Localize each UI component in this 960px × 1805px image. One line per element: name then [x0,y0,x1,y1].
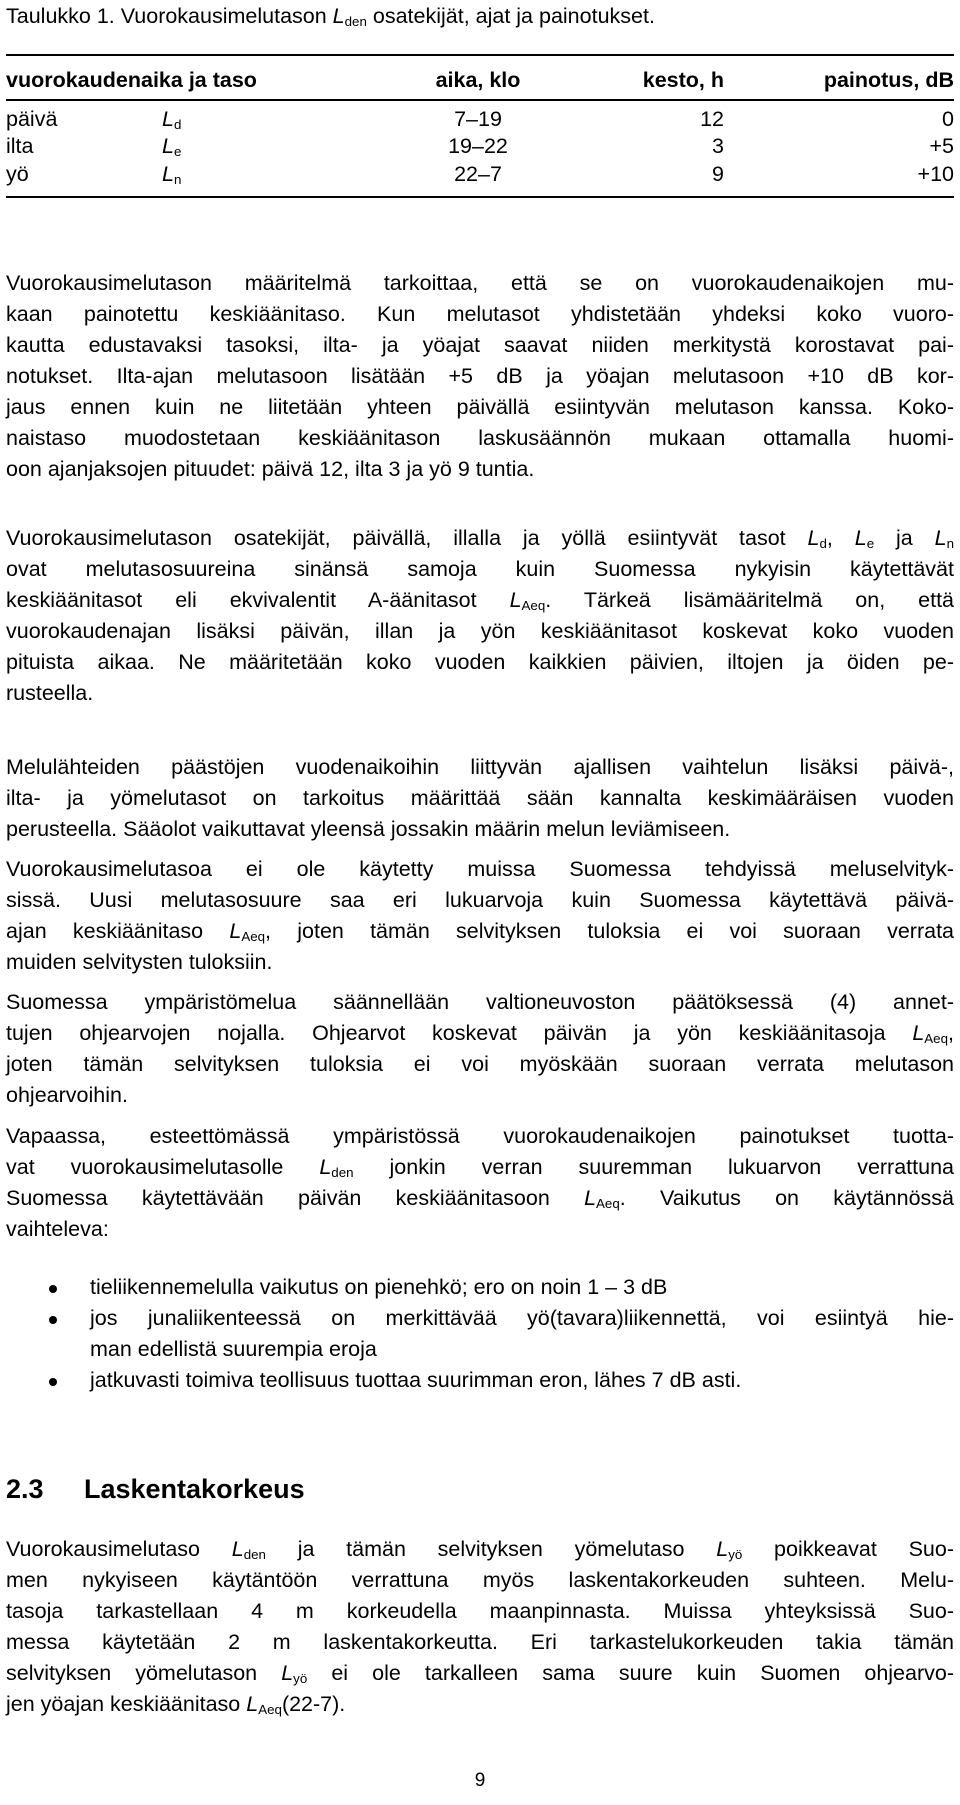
text-line: Vuorokausimelutasoa ei ole käytetty muissa Suomessa tehdyissä meluselvityk- [6,857,954,881]
text-line: Vuorokausimelutason osatekijät, päivällä, illalla ja yöllä esiintyvät tasot $L_d$, $L_e$ ja $L_n$ [6,526,955,551]
text-line: Vapaassa, esteettömässä ympäristössä vuorokaudenaikojen painotukset tuotta- [6,1124,954,1148]
text-line: perusteella. Sääolot vaikuttavat yleensä jossakin määrin melun leviämiseen. [6,817,731,841]
paragraph-seasonal [6,752,954,845]
header-time: aika, klo [435,68,521,92]
cell-time: 7–19 [454,107,502,131]
list-item [6,1272,954,1303]
page-number: 9 [474,1770,486,1791]
list-item-text: man edellistä suurempia eroja [90,1337,377,1361]
text-line: sissä. Uusi melutasosuure saa eri lukuarvoja kuin Suomessa käytettävä päivä- [6,888,954,912]
cell-weight: +10 [917,162,954,186]
table-top-rule [6,54,954,56]
text-line: ohjearvoihin. [6,1083,128,1107]
text-line: messa käytetään 2 m laskentakorkeutta. Eri tarkastelukorkeuden takia tämän [6,1630,954,1654]
paragraph-components [6,523,954,709]
bullet-icon [49,1285,57,1293]
text-line: naistaso muodostetaan keskiäänitason laskusäännön mukaan ottamalla huomi- [6,426,954,450]
cell-time: 19–22 [448,134,508,158]
text-line: notukset. Ilta-ajan melutasoon lisätään +5 dB ja yöajan melutasoon +10 dB kor- [6,364,954,388]
section-title: Laskentakorkeus [84,1474,305,1504]
table-header-rule [6,99,954,101]
text-line: Vuorokausimelutason määritelmä tarkoittaa, että se on vuorokaudenaikojen mu- [6,271,954,295]
text-line: oon ajanjaksojen pituudet: päivä 12, ilta 3 ja yö 9 tuntia. [6,457,535,481]
caption-text: Taulukko 1. Vuorokausimelutason [6,4,333,28]
text-line: tujen ohjearvojen nojalla. Ohjearvot koskevat päivän ja yön keskiäänitasoja $L_{Aeq}$, [6,1021,954,1046]
paragraph-weighting-effect [6,1121,954,1245]
bullet-icon [49,1316,57,1324]
header-weight: painotus, dB [823,68,954,92]
cell-duration: 3 [712,134,724,158]
caption-text-end: osatekijät, ajat ja painotukset. [366,4,655,28]
cell-level: $L_d$ [162,107,182,132]
text-line: Melulähteiden päästöjen vuodenaikoihin liittyvän ajallisen vaihtelun lisäksi päivä-, [6,755,954,779]
text-line: jen yöajan keskiäänitaso $L_{Aeq}(22-7)$. [6,1692,346,1717]
text-line: rusteella. [6,681,94,705]
text-line: Suomessa käytettävään päivän keskiäänitasoon $L_{Aeq}$. Vaikutus on käytännössä [6,1186,954,1211]
text-line: vaihteleva: [6,1217,109,1241]
header-duration: kesto, h [642,68,724,92]
text-line: pituista aikaa. Ne määritetään koko vuoden kaikkien päivien, iltojen ja öiden pe- [6,650,954,674]
paragraph-usage [6,854,954,978]
cell-duration: 9 [712,162,724,186]
section-heading [6,1474,305,1505]
list-item [6,1303,954,1365]
paragraph-calculation-height [6,1534,954,1720]
header-period: vuorokaudenaika ja taso [6,68,257,92]
list-item [6,1365,954,1396]
cell-time: 22–7 [454,162,502,186]
cell-period: yö [6,162,29,186]
list-item-text: tieliikennemelulla vaikutus on pienehkö; ero on noin 1 – 3 dB [90,1275,668,1299]
table-bottom-rule [6,196,954,198]
cell-weight: +5 [929,134,954,158]
cell-weight: 0 [942,107,954,131]
text-line: ajan keskiäänitaso $L_{Aeq}$, joten tämän selvityksen tuloksia ei voi suoraan verrata [6,919,954,944]
section-number: 2.3 [6,1474,44,1504]
paragraph-regulation [6,987,954,1111]
text-line: ilta- ja yömelutasot on tarkoitus määrittää sään kannalta keskimääräisen vuoden [6,786,954,810]
cell-period: ilta [6,134,34,158]
text-line: joten tämän selvityksen tuloksia ei voi myöskään suoraan verrata melutason [6,1052,954,1076]
bullet-icon [49,1378,57,1386]
paragraph-definition [6,268,954,485]
text-line: vuorokaudenajan lisäksi päivän, illan ja yön keskiäänitasot koskevat koko vuoden [6,619,954,643]
text-line: muiden selvitysten tuloksiin. [6,950,273,974]
text-line: jaus ennen kuin ne liitetään yhteen päivällä esiintyvän melutason kanssa. Koko- [6,395,954,419]
text-line: kautta edustavaksi tasoksi, ilta- ja yöajat saavat niiden merkitystä korostavat pai- [6,333,954,357]
cell-level: $L_e$ [162,134,182,159]
text-line: vat vuorokausimelutasolle $L_{den}$ jonkin verran suuremman lukuarvon verrattuna [6,1155,954,1180]
table-caption [6,3,655,29]
text-line: Vuorokausimelutaso $L_{den}$ ja tämän selvityksen yömelutaso $L_{yö}$ poikkeavat Suo- [6,1537,954,1562]
text-line: keskiäänitasot eli ekvivalentit A-äänitasot $L_{Aeq}$. Tärkeä lisämääritelmä on, että [6,588,954,613]
caption-symbol: L [332,4,345,28]
cell-duration: 12 [700,107,724,131]
text-line: Suomessa ympäristömelua säännellään valtioneuvoston päätöksessä (4) annet- [6,990,954,1014]
bullet-list [6,1272,954,1396]
cell-period: päivä [6,107,58,131]
text-line: men nykyiseen käytäntöön verrattuna myös laskentakorkeuden suhteen. Melu- [6,1568,954,1592]
text-line: selvityksen yömelutason $L_{yö}$ ei ole tarkalleen sama suure kuin Suomen ohjearvo- [6,1661,954,1686]
cell-level: $L_n$ [162,162,182,187]
list-item-text: jos junaliikenteessä on merkittävää yö(tavara)liikennettä, voi esiintyä hie- [90,1306,954,1330]
text-line: kaan painotettu keskiäänitaso. Kun melutasot yhdistetään yhdeksi koko vuoro- [6,302,954,326]
text-line: ovat melutasosuureina sinänsä samoja kuin Suomessa nykyisin käytettävät [6,557,954,581]
text-line: tasoja tarkastellaan 4 m korkeudella maanpinnasta. Muissa yhteyksissä Suo- [6,1599,954,1623]
caption-subscript: den [344,13,367,29]
list-item-text: jatkuvasti toimiva teollisuus tuottaa suurimman eron, lähes 7 dB asti. [90,1368,742,1392]
